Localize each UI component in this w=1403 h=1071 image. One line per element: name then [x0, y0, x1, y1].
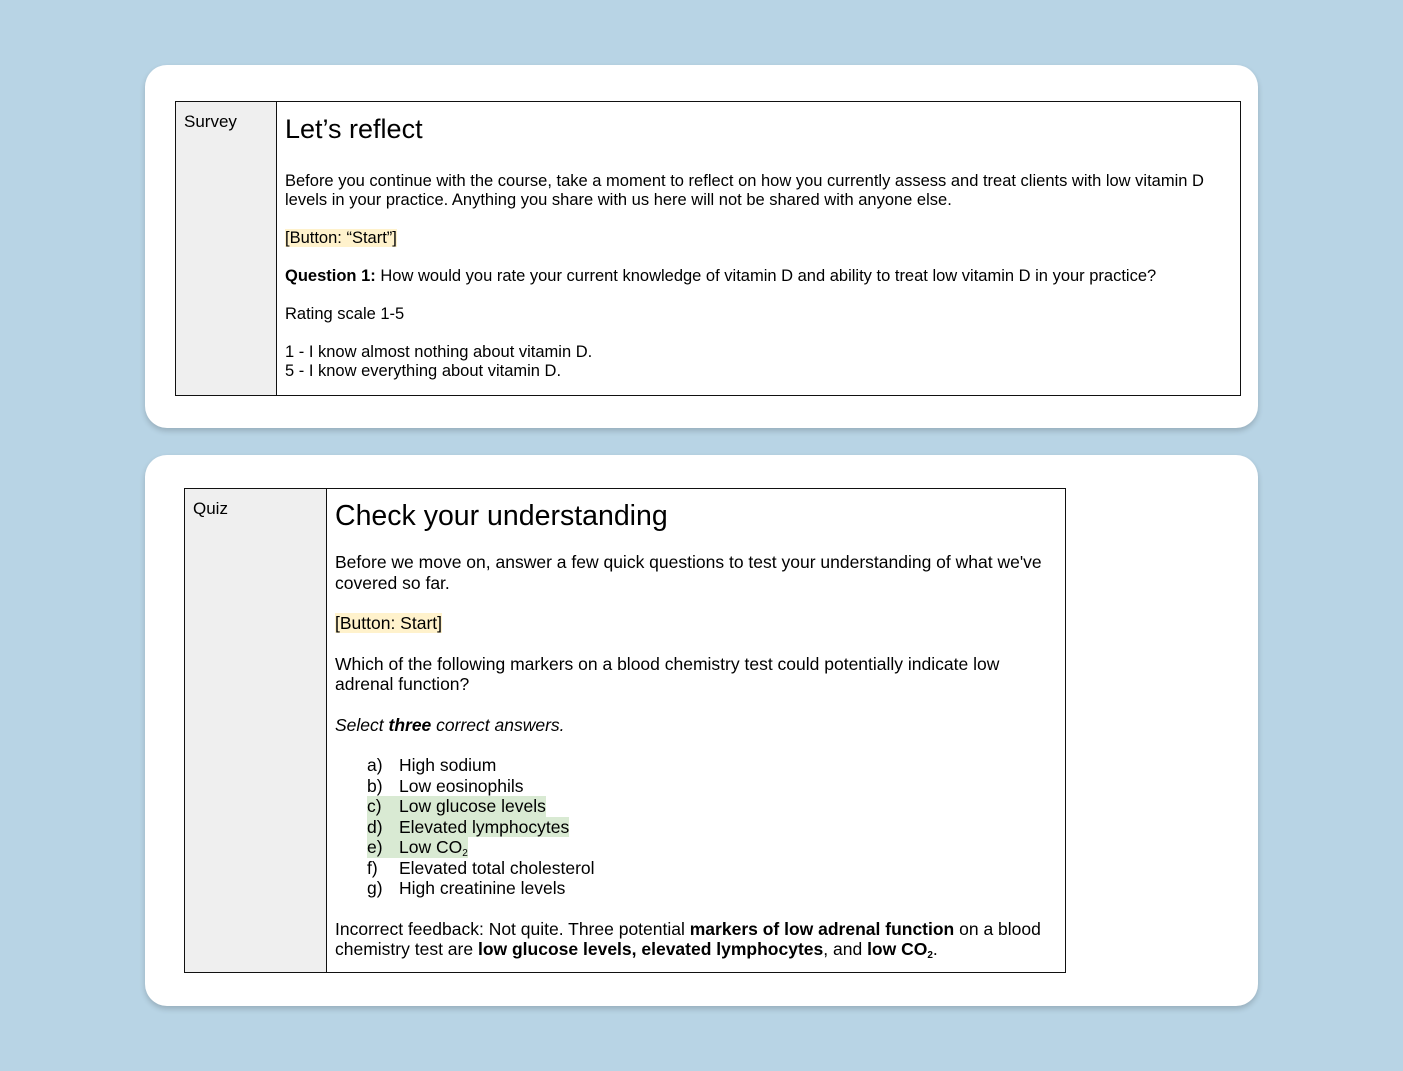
feedback-text: , and — [823, 939, 868, 959]
instruction-post: correct answers. — [431, 714, 565, 735]
quiz-table — [184, 488, 1066, 973]
survey-intro: Before you continue with the course, take a moment to reflect on how you currently assess and treat clients with low vitamin D levels in your practice. Anything you share with us here will not be shared with anyone else. — [285, 172, 1204, 209]
quiz-card — [145, 455, 1258, 1006]
survey-table — [175, 101, 1241, 396]
answer-option-c — [367, 796, 1057, 817]
answer-subscript: 2 — [462, 848, 468, 859]
answer-letter: d) — [367, 816, 383, 837]
quiz-question: Which of the following markers on a blood chemistry test could potentially indicate low adrenal function? — [335, 653, 1000, 694]
instruction-bold: three — [388, 714, 432, 735]
answer-text: High creatinine levels — [399, 878, 566, 898]
survey-card — [145, 65, 1258, 428]
survey-scale-descriptions — [285, 343, 1232, 381]
feedback-text: . — [932, 939, 938, 959]
answer-text: Low eosinophils — [399, 775, 524, 796]
answer-option-g — [367, 878, 1057, 899]
answer-letter: a) — [367, 755, 383, 775]
survey-scale-high: 5 - I know everything about vitamin D. — [285, 362, 562, 380]
correct-answer-highlight — [367, 837, 468, 858]
answer-option-f — [367, 858, 1057, 879]
answer-letter: c) — [367, 796, 382, 816]
survey-content — [277, 102, 1241, 396]
survey-rating-scale: Rating scale 1-5 — [285, 305, 405, 323]
answer-option-d — [367, 817, 1057, 838]
quiz-type-label: Quiz — [185, 489, 327, 973]
correct-answer-highlight — [367, 817, 569, 838]
answer-text: Low CO — [399, 837, 463, 857]
survey-title: Let’s reflect — [285, 114, 423, 144]
survey-scale-low: 1 - I know almost nothing about vitamin D. — [285, 343, 593, 361]
answer-option-b — [367, 776, 1057, 797]
answer-text: Elevated lymphocytes — [399, 816, 570, 837]
quiz-start-button-placeholder — [335, 613, 1057, 634]
feedback-text: on a blood chemistry test are — [335, 918, 1041, 959]
answer-text: High sodium — [399, 755, 497, 775]
correct-answer-highlight — [367, 796, 546, 817]
quiz-feedback — [335, 919, 1057, 960]
quiz-title: Check your understanding — [335, 500, 668, 532]
feedback-bold: low glucose levels, elevated lymphocytes — [477, 939, 824, 959]
quiz-intro: Before we move on, answer a few quick questions to test your understanding of what we've covered so far. — [335, 552, 1042, 593]
answer-letter: b) — [367, 775, 383, 796]
answer-list — [335, 755, 1057, 899]
answer-text: Elevated total cholesterol — [399, 857, 595, 878]
feedback-bold — [867, 939, 933, 959]
survey-question — [285, 267, 1232, 286]
answer-option-a — [367, 755, 1057, 776]
survey-question-text: How would you rate your current knowledge of vitamin D and ability to treat low vitamin D in your practice? — [375, 267, 1157, 285]
answer-letter: g) — [367, 878, 383, 898]
quiz-instruction — [335, 715, 1057, 736]
answer-option-e — [367, 837, 1057, 858]
survey-type-label: Survey — [176, 102, 277, 396]
answer-letter: e) — [367, 837, 383, 857]
survey-start-button-placeholder — [285, 229, 1232, 248]
feedback-bold: markers of low adrenal function — [689, 918, 955, 939]
feedback-bold-co: low CO — [867, 939, 928, 959]
instruction-pre: Select — [335, 714, 389, 735]
feedback-subscript: 2 — [927, 950, 933, 961]
survey-question-label: Question 1: — [285, 267, 376, 285]
feedback-text: Incorrect feedback: Not quite. Three potential — [335, 918, 690, 939]
quiz-button-highlight: [Button: Start] — [335, 613, 442, 633]
answer-letter: f) — [367, 857, 378, 878]
quiz-content — [327, 489, 1066, 973]
survey-button-highlight: [Button: “Start”] — [285, 229, 397, 247]
answer-text: Low glucose levels — [399, 796, 546, 816]
